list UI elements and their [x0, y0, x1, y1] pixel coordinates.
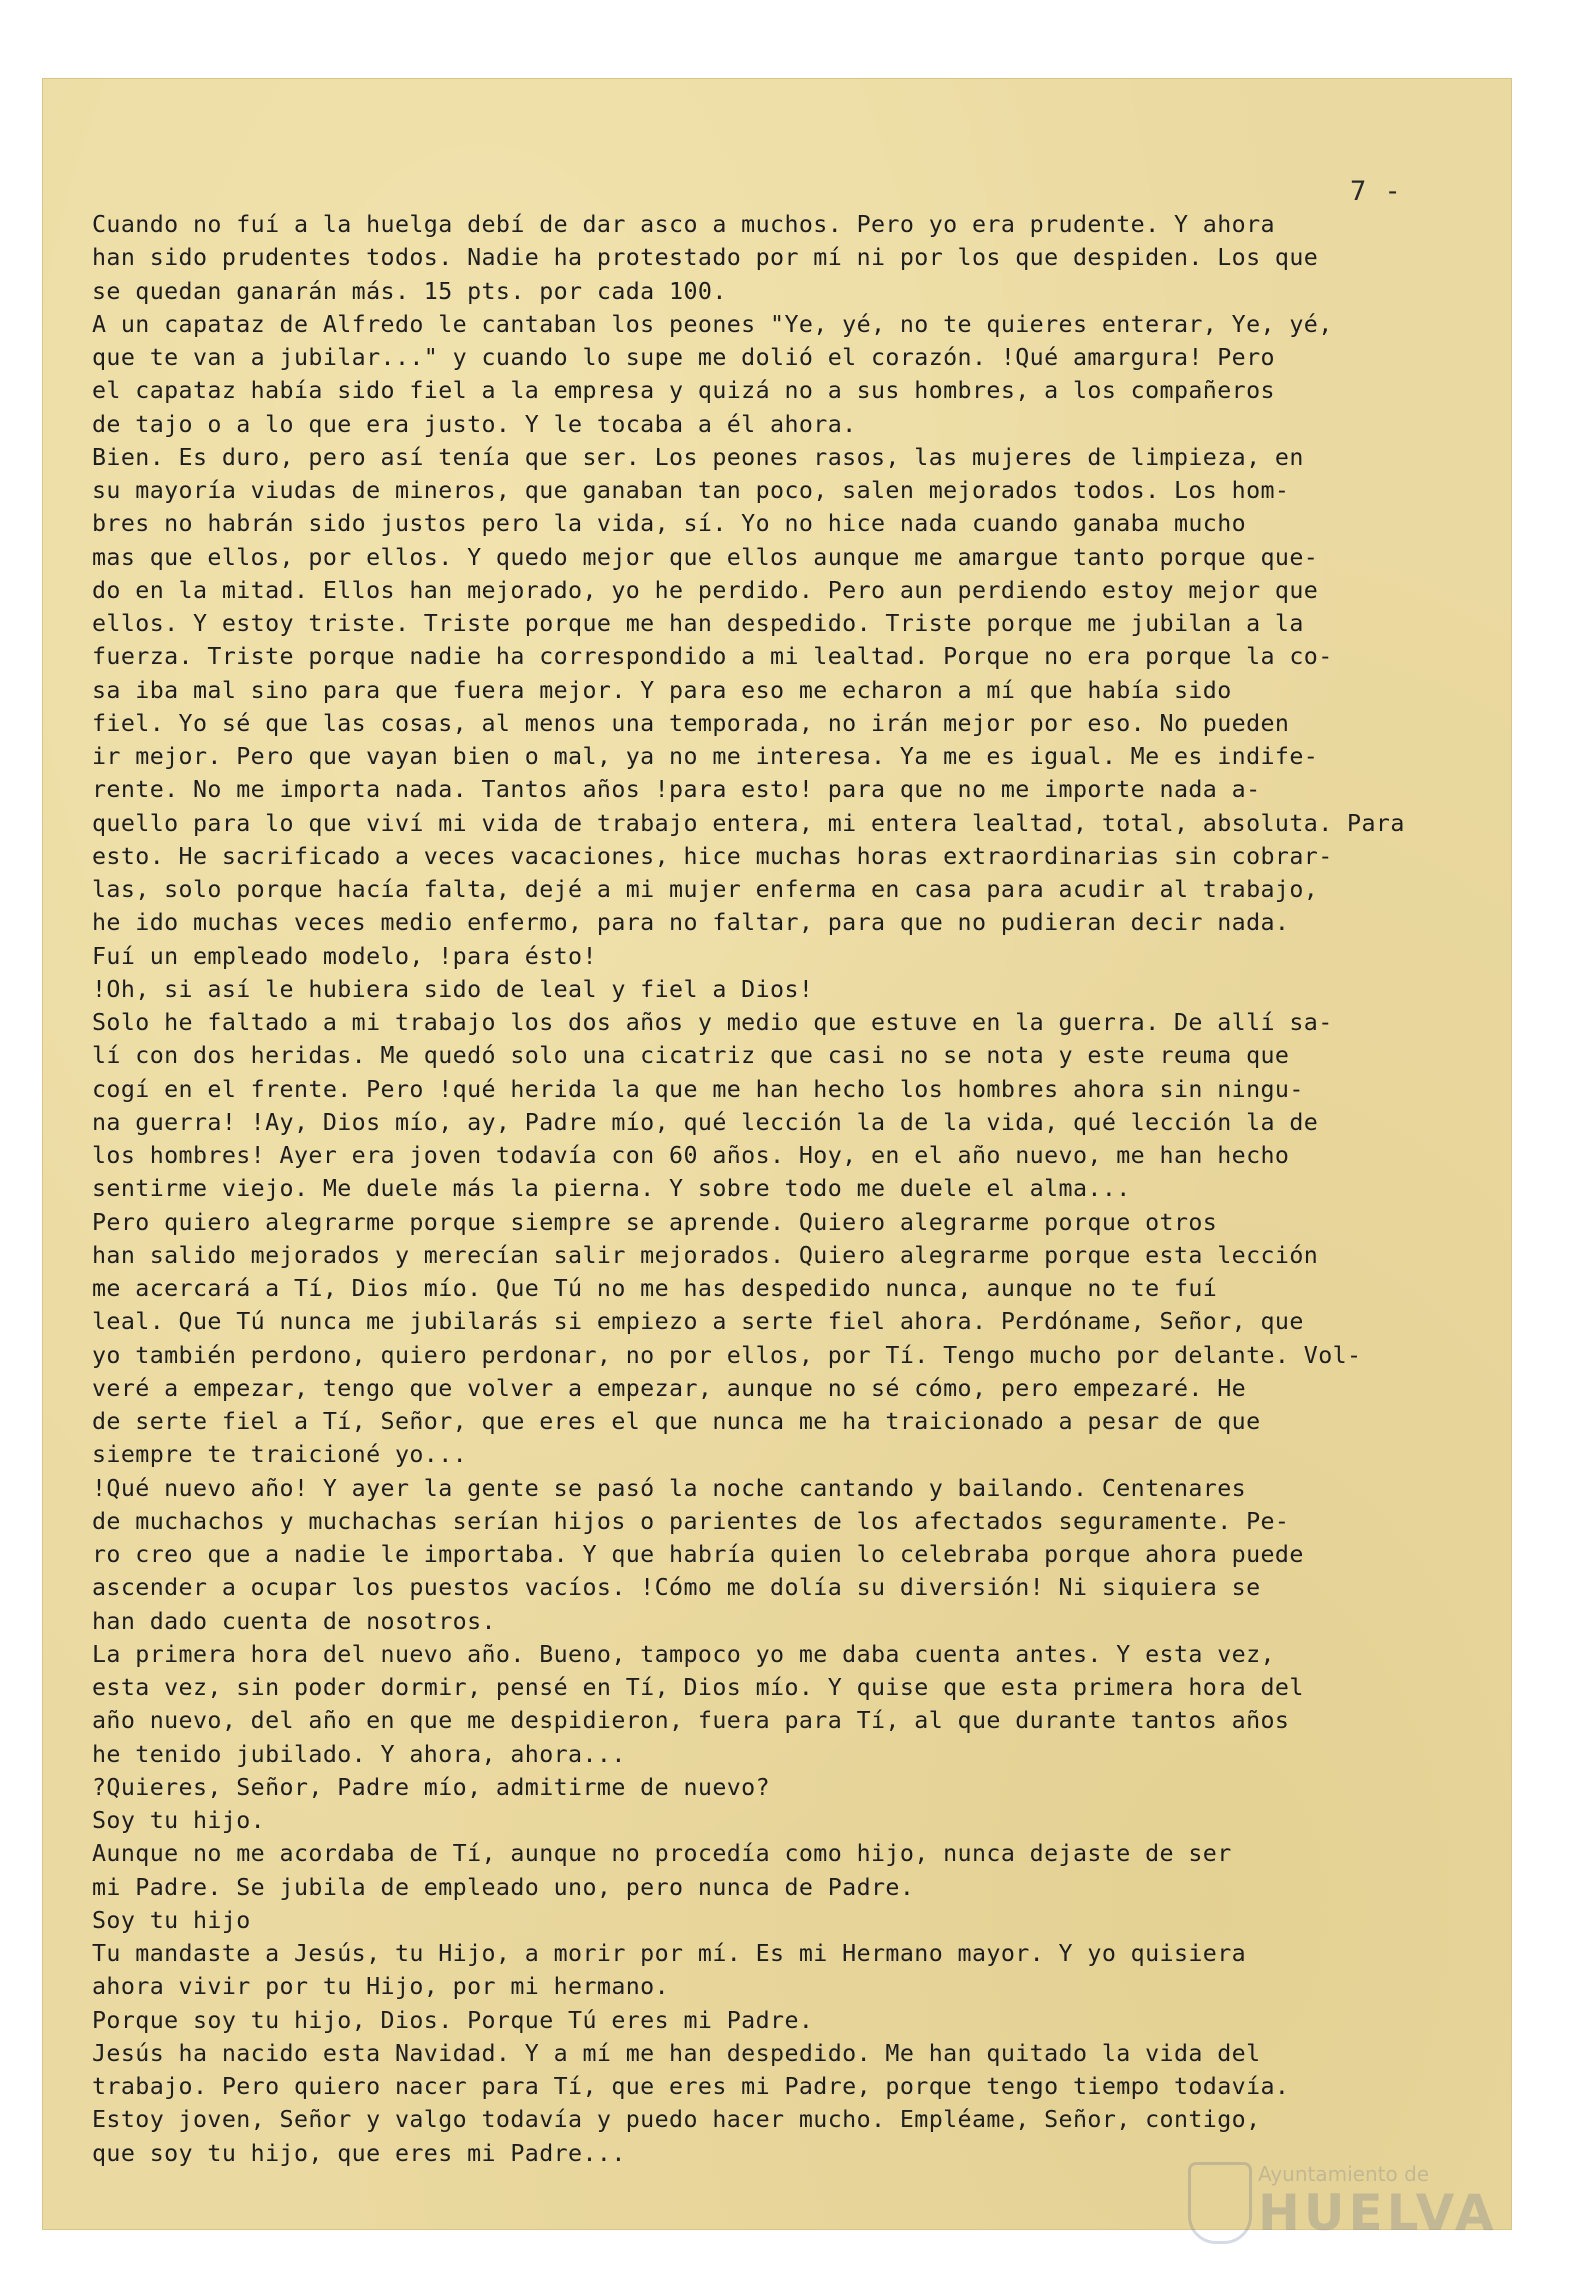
text-line: Bien. Es duro, pero así tenía que ser. Los peones rasos, las mujeres de limpieza, en — [92, 443, 1304, 471]
text-line: ascender a ocupar los puestos vacíos. !Cómo me dolía su diversión! Ni siquiera se — [92, 1574, 1261, 1602]
watermark-label: Ayuntamiento de — [1258, 2162, 1430, 2186]
text-line: los hombres! Ayer era joven todavía con 60 años. Hoy, en el año nuevo, me han hecho — [92, 1142, 1290, 1169]
text-line: leal. Que Tú nunca me jubilarás si empiezo a serte fiel ahora. Perdóname, Señor, que — [92, 1308, 1304, 1336]
text-line: esta vez, sin poder dormir, pensé en Tí, Dios mío. Y quise que esta primera hora del — [92, 1674, 1304, 1701]
text-line: mi Padre. Se jubila de empleado uno, pero nunca de Padre. — [92, 1873, 915, 1901]
text-line: Solo he faltado a mi trabajo los dos años y medio que estuve en la guerra. De allí sa- — [92, 1009, 1333, 1036]
text-line: bres no habrán sido justos pero la vida, sí. Yo no hice nada cuando ganaba mucho — [92, 510, 1247, 538]
text-line: Aunque no me acordaba de Tí, aunque no procedía como hijo, nunca dejaste de ser — [92, 1840, 1232, 1868]
text-line: ir mejor. Pero que vayan bien o mal, ya no me interesa. Ya me es igual. Me es indife- — [92, 743, 1319, 770]
watermark-city: HUELVA — [1258, 2184, 1498, 2242]
text-line: que te van a jubilar..." y cuando lo supe me dolió el corazón. !Qué amargura! Pero — [92, 344, 1275, 371]
text-line: de tajo o a lo que era justo. Y le tocaba a él ahora. — [92, 410, 857, 438]
text-line: Fuí un empleado modelo, !para ésto! — [92, 942, 597, 970]
text-line: han dado cuenta de nosotros. — [92, 1607, 496, 1635]
text-line: las, solo porque hacía falta, dejé a mi mujer enferma en casa para acudir al trabajo, — [92, 876, 1319, 903]
text-line: se quedan ganarán más. 15 pts. por cada 100. — [92, 277, 727, 305]
text-line: Tu mandaste a Jesús, tu Hijo, a morir por mí. Es mi Hermano mayor. Y yo quisiera — [92, 1940, 1247, 1967]
text-line: Jesús ha nacido esta Navidad. Y a mí me han despedido. Me han quitado la vida del — [92, 2039, 1261, 2067]
text-line: ellos. Y estoy triste. Triste porque me han despedido. Triste porque me jubilan a la — [92, 610, 1304, 637]
archive-watermark — [1188, 2158, 1508, 2248]
text-line: el capataz había sido fiel a la empresa y quizá no a sus hombres, a los compañeros — [92, 377, 1275, 405]
text-line: su mayoría viudas de mineros, que ganaban tan poco, salen mejorados todos. Los hom- — [92, 477, 1290, 504]
text-line: he tenido jubilado. Y ahora, ahora... — [92, 1740, 626, 1768]
text-line: fuerza. Triste porque nadie ha correspondido a mi lealtad. Porque no era porque la co- — [92, 643, 1333, 671]
text-line: año nuevo, del año en que me despidieron, fuera para Tí, al que durante tantos años — [92, 1707, 1290, 1735]
coat-of-arms-icon — [1188, 2162, 1252, 2244]
text-line: sentirme viejo. Me duele más la pierna. Y sobre todo me duele el alma... — [92, 1175, 1131, 1203]
text-line: cogí en el frente. Pero !qué herida la que me han hecho los hombres ahora sin ningu- — [92, 1075, 1304, 1103]
text-line: do en la mitad. Ellos han mejorado, yo he perdido. Pero aun perdiendo estoy mejor que — [92, 576, 1319, 604]
text-line: fiel. Yo sé que las cosas, al menos una temporada, no irán mejor por eso. No pueden — [92, 709, 1290, 737]
text-line: ahora vivir por tu Hijo, por mi hermano. — [92, 1973, 670, 2001]
text-line: me acercará a Tí, Dios mío. Que Tú no me has despedido nunca, aunque no te fuí — [92, 1275, 1218, 1302]
text-line: han sido prudentes todos. Nadie ha protestado por mí ni por los que despiden. Los que — [92, 244, 1319, 272]
text-line: quello para lo que viví mi vida de trabajo entera, mi entera lealtad, total, absoluta. Para — [92, 809, 1405, 837]
text-line: Porque soy tu hijo, Dios. Porque Tú eres mi Padre. — [92, 2006, 814, 2034]
text-line: veré a empezar, tengo que volver a empezar, aunque no sé cómo, pero empezaré. He — [92, 1374, 1247, 1402]
text-line: Cuando no fuí a la huelga debí de dar asco a muchos. Pero yo era prudente. Y ahora — [92, 211, 1275, 238]
text-line: que soy tu hijo, que eres mi Padre... — [92, 2139, 626, 2167]
text-line: he ido muchas veces medio enfermo, para no faltar, para que no pudieran decir nada. — [92, 909, 1290, 937]
text-line: ?Quieres, Señor, Padre mío, admitirme de nuevo? — [92, 1773, 771, 1801]
text-line: La primera hora del nuevo año. Bueno, tampoco yo me daba cuenta antes. Y esta vez, — [92, 1640, 1275, 1668]
document-body — [92, 208, 1474, 2170]
text-line: yo también perdono, quiero perdonar, no por ellos, por Tí. Tengo mucho por delante. Vol- — [92, 1341, 1362, 1369]
text-line: de muchachos y muchachas serían hijos o parientes de los afectados seguramente. Pe- — [92, 1507, 1290, 1535]
text-line: Estoy joven, Señor y valgo todavía y puedo hacer mucho. Empléame, Señor, contigo, — [92, 2106, 1261, 2134]
page-number: 7 - — [1350, 176, 1402, 207]
text-line: trabajo. Pero quiero nacer para Tí, que eres mi Padre, porque tengo tiempo todavía. — [92, 2073, 1290, 2100]
text-line: !Qué nuevo año! Y ayer la gente se pasó la noche cantando y bailando. Centenares — [92, 1474, 1247, 1502]
text-line: ro creo que a nadie le importaba. Y que habría quien lo celebraba porque ahora puede — [92, 1541, 1304, 1568]
text-line: A un capataz de Alfredo le cantaban los peones "Ye, yé, no te quieres enterar, Ye, yé, — [92, 310, 1333, 338]
text-line: Pero quiero alegrarme porque siempre se aprende. Quiero alegrarme porque otros — [92, 1208, 1218, 1236]
text-line: rente. No me importa nada. Tantos años !para esto! para que no me importe nada a- — [92, 776, 1261, 804]
text-line: siempre te traicioné yo... — [92, 1441, 468, 1469]
text-line: !Oh, si así le hubiera sido de leal y fiel a Dios! — [92, 975, 814, 1003]
text-line: sa iba mal sino para que fuera mejor. Y para eso me echaron a mí que había sido — [92, 676, 1232, 704]
text-line: Soy tu hijo — [92, 1906, 251, 1934]
text-line: esto. He sacrificado a veces vacaciones, hice muchas horas extraordinarias sin cobrar- — [92, 842, 1333, 870]
text-line: lí con dos heridas. Me quedó solo una cicatriz que casi no se nota y este reuma que — [92, 1042, 1290, 1070]
text-line: de serte fiel a Tí, Señor, que eres el que nunca me ha traicionado a pesar de que — [92, 1408, 1261, 1435]
text-line: Soy tu hijo. — [92, 1807, 266, 1834]
text-line: han salido mejorados y merecían salir mejorados. Quiero alegrarme porque esta lección — [92, 1241, 1319, 1269]
text-line: na guerra! !Ay, Dios mío, ay, Padre mío, qué lección la de la vida, qué lección la de — [92, 1108, 1319, 1136]
text-line: mas que ellos, por ellos. Y quedo mejor que ellos aunque me amargue tanto porque que- — [92, 543, 1319, 571]
